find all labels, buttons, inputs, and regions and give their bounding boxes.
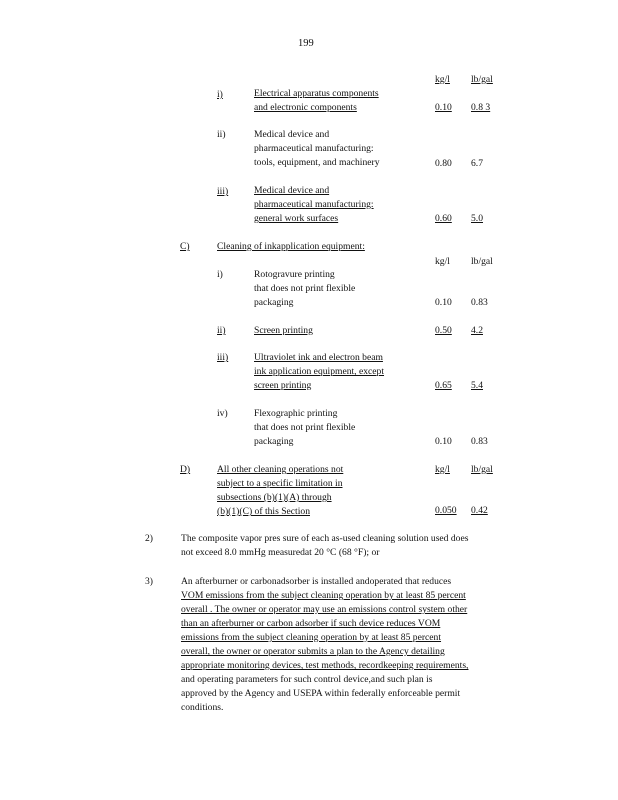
lb-value: 0.42 — [471, 505, 488, 516]
unit-kg-header: kg/l — [435, 256, 450, 267]
item-text: Rotogravure printing that does not print flexible packaging — [254, 269, 356, 308]
unit-lb-header: lb/gal — [471, 464, 493, 475]
item-text: Electrical apparatus components and electronic components — [254, 88, 379, 113]
lb-value: 4.2 — [471, 325, 483, 336]
section-label: C) — [180, 241, 190, 252]
item-text: Flexographic printing that does not print flexible packaging — [254, 408, 356, 447]
kg-value: 0.10 — [435, 102, 452, 113]
item-label: i) — [217, 269, 223, 280]
kg-value: 0.10 — [435, 436, 452, 447]
lb-value: 5.4 — [471, 380, 483, 391]
paragraph-text: An afterburner or carbonadsorber is installed andoperated that reduces VOM emissions from the subject cleaning operation by at least 85 percent overall . The owner or operator may use an emissions control system other than an afterburner or carbon adsorber if such device reduces VOM emissions from the subject cleaning operation by at least 85 percent overall, the owner or operator submits a plan to the Agency detailing appropriate monitoring devices, test methods, recordkeeping requirements, and operating parameters for such control device,and such plan is approved by the Agency and USEPA within federally enforceable permit conditions. — [181, 576, 469, 713]
item-label: i) — [217, 89, 223, 100]
lb-value: 6.7 — [471, 158, 483, 169]
item-label: ii) — [217, 129, 226, 140]
kg-value: 0.50 — [435, 325, 452, 336]
item-text: Ultraviolet ink and electron beam ink application equipment, except screen printing — [254, 352, 385, 391]
unit-kg-header: kg/l — [435, 464, 450, 475]
paragraph-text: The composite vapor pres sure of each as-used cleaning solution used does not exceed 8.0 mmHg measuredat 20 °C (68 °F); or — [181, 533, 469, 558]
unit-lb-header: lb/gal — [471, 256, 493, 267]
item-label: ii) — [217, 325, 226, 336]
section-text: All other cleaning operations not subject to a specific limitation in subsections (b)(1)(A) through (b)(1)(C) of this Section — [217, 464, 344, 517]
item-label: iv) — [217, 408, 228, 419]
item-text: Medical device and pharmaceutical manufacturing: tools, equipment, and machinery — [254, 129, 380, 168]
kg-value: 0.10 — [435, 297, 452, 308]
kg-value: 0.80 — [435, 158, 452, 169]
kg-value: 0.050 — [435, 505, 457, 516]
lb-value: 0.83 — [471, 297, 488, 308]
paragraph-label: 2) — [145, 533, 153, 544]
unit-lb-header: lb/gal — [471, 74, 493, 85]
item-text: Screen printing — [254, 325, 313, 336]
item-label: iii) — [217, 186, 229, 197]
item-label: iii) — [217, 352, 229, 363]
kg-value: 0.65 — [435, 380, 452, 391]
section-heading: Cleaning of inkapplication equipment: — [217, 241, 365, 252]
lb-value: 0.8 3 — [471, 102, 491, 113]
section-label: D) — [180, 464, 191, 475]
lb-value: 0.83 — [471, 436, 488, 447]
page-number: 199 — [298, 38, 314, 49]
paragraph-label: 3) — [145, 576, 153, 587]
kg-value: 0.60 — [435, 213, 452, 224]
item-text: Medical device and pharmaceutical manufacturing: general work surfaces — [254, 185, 374, 224]
unit-kg-header: kg/l — [435, 74, 450, 85]
lb-value: 5.0 — [471, 213, 483, 224]
